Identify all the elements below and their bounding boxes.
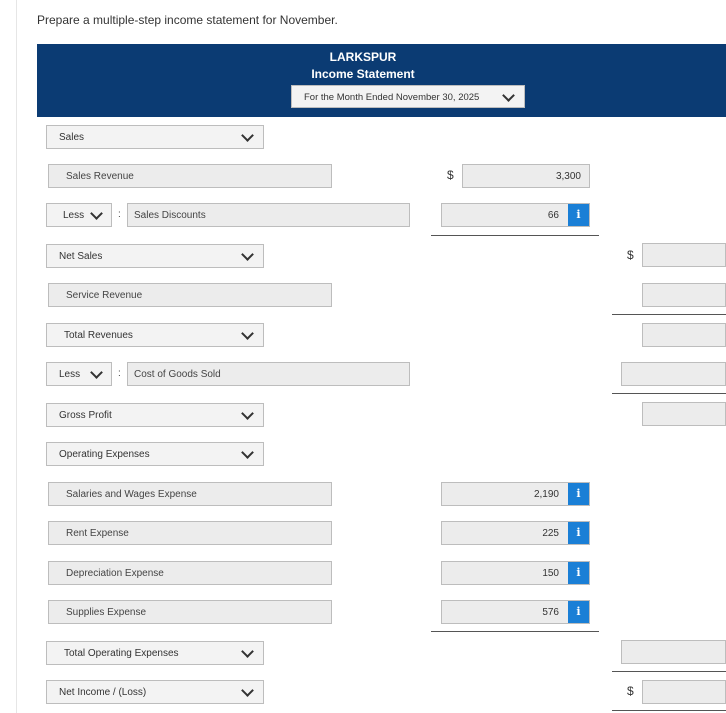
total-revenues-amount[interactable] <box>642 323 726 347</box>
chevron-down-icon <box>241 327 254 340</box>
net-sales-dropdown[interactable]: Net Sales <box>46 244 264 268</box>
sales-dropdown[interactable]: Sales <box>46 125 264 149</box>
underline-rule <box>612 314 726 315</box>
less-dropdown-1[interactable]: Less <box>46 203 112 227</box>
sales-discounts-field[interactable]: Sales Discounts <box>127 203 410 227</box>
chevron-down-icon <box>241 248 254 261</box>
info-icon[interactable]: i <box>568 562 589 584</box>
chevron-down-icon <box>90 366 103 379</box>
chevron-down-icon <box>241 129 254 142</box>
dollar-sign: $ <box>447 168 454 182</box>
service-revenue-amount[interactable] <box>642 283 726 307</box>
info-icon[interactable]: i <box>568 522 589 544</box>
cogs-field[interactable]: Cost of Goods Sold <box>127 362 410 386</box>
depreciation-field[interactable]: Depreciation Expense <box>48 561 332 585</box>
sales-revenue-amount[interactable]: 3,300 <box>462 164 590 188</box>
instruction-text: Prepare a multiple-step income statement for November. <box>37 13 338 27</box>
underline-rule <box>431 235 599 236</box>
period-dropdown[interactable] <box>291 85 525 108</box>
chevron-down-icon <box>502 89 515 102</box>
company-name: LARKSPUR <box>329 50 397 64</box>
colon-separator: : <box>118 209 121 220</box>
period-label: For the Month Ended November 30, 2025 <box>304 92 480 103</box>
operating-expenses-dropdown[interactable]: Operating Expenses <box>46 442 264 466</box>
colon-separator: : <box>118 368 121 379</box>
depreciation-amount[interactable]: 150 i <box>441 561 590 585</box>
total-revenues-dropdown[interactable]: Total Revenues <box>46 323 264 347</box>
service-revenue-field[interactable]: Service Revenue <box>48 283 332 307</box>
chevron-down-icon <box>241 645 254 658</box>
gross-profit-dropdown[interactable]: Gross Profit <box>46 403 264 427</box>
underline-rule <box>612 393 726 394</box>
rent-field[interactable]: Rent Expense <box>48 521 332 545</box>
chevron-down-icon <box>241 407 254 420</box>
cogs-amount[interactable] <box>621 362 726 386</box>
underline-rule <box>431 631 599 632</box>
supplies-amount[interactable]: 576 i <box>441 600 590 624</box>
statement-title: Income Statement <box>311 67 415 81</box>
net-income-amount[interactable] <box>642 680 726 704</box>
info-icon[interactable]: i <box>568 204 589 226</box>
chevron-down-icon <box>241 684 254 697</box>
underline-rule <box>612 710 726 711</box>
net-income-dropdown[interactable]: Net Income / (Loss) <box>46 680 264 704</box>
supplies-field[interactable]: Supplies Expense <box>48 600 332 624</box>
total-operating-expenses-dropdown[interactable]: Total Operating Expenses <box>46 641 264 665</box>
salaries-field[interactable]: Salaries and Wages Expense <box>48 482 332 506</box>
chevron-down-icon <box>90 207 103 220</box>
total-operating-amount[interactable] <box>621 640 726 664</box>
salaries-amount[interactable]: 2,190 i <box>441 482 590 506</box>
sales-discounts-amount[interactable]: 66 i <box>441 203 590 227</box>
rent-amount[interactable]: 225 i <box>441 521 590 545</box>
info-icon[interactable]: i <box>568 601 589 623</box>
gross-profit-amount[interactable] <box>642 402 726 426</box>
sales-revenue-field[interactable]: Sales Revenue <box>48 164 332 188</box>
net-sales-amount[interactable] <box>642 243 726 267</box>
dollar-sign: $ <box>627 684 634 698</box>
chevron-down-icon <box>241 446 254 459</box>
less-dropdown-2[interactable]: Less <box>46 362 112 386</box>
dollar-sign: $ <box>627 248 634 262</box>
underline-rule <box>612 671 726 672</box>
info-icon[interactable]: i <box>568 483 589 505</box>
